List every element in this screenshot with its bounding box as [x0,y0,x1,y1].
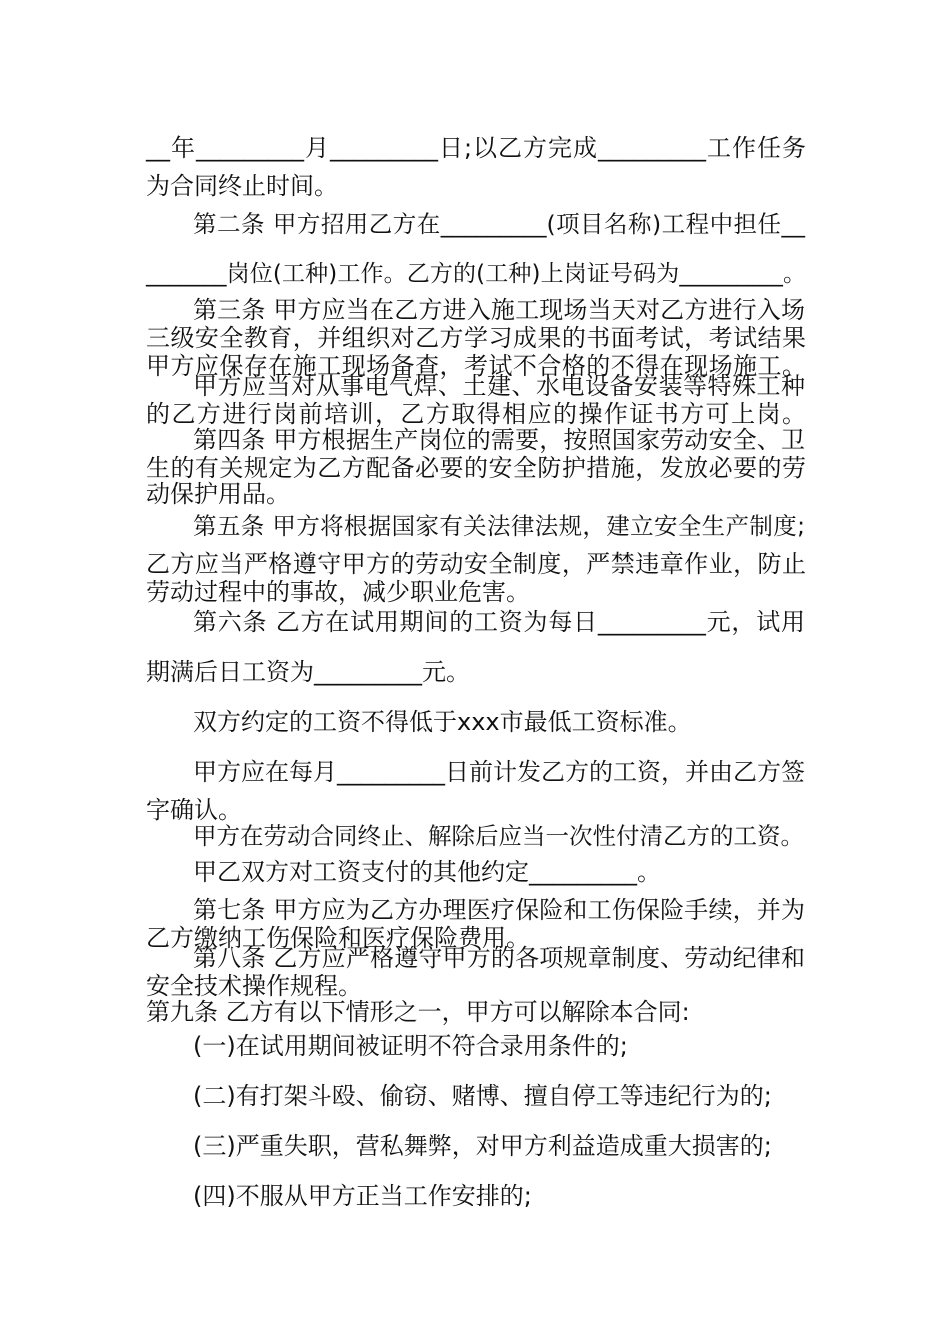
text-line: 甲乙双方对工资支付的其他约定_________。 [193,858,661,886]
text-line: (三)严重失职，营私舞弊，对甲方利益造成重大损害的; [193,1132,772,1160]
text-line: 甲方在劳动合同终止、解除后应当一次性付清乙方的工资。 [193,822,804,850]
text-line: 字确认。 [146,796,242,824]
text-line: 为合同终止时间。 [146,172,338,200]
text-line: 双方约定的工资不得低于xxx市最低工资标准。 [193,708,692,736]
text-line: 动保护用品。 [146,480,290,508]
text-line: 三级安全教育，并组织对乙方学习成果的书面考试，考试结果 [146,324,806,352]
text-line: 期满后日工资为_________元。 [146,658,470,686]
text-line: 甲方应当对从事电气焊、土建、水电设备安装等特殊工种 [193,372,805,400]
text-line: 乙方缴纳工伤保险和医疗保险费用。 [146,924,530,952]
text-line: __年_________月_________日;以乙方完成_________工作任务 [146,134,806,162]
text-line: 第六条 乙方在试用期间的工资为每日_________元，试用 [193,608,805,636]
text-line: (四)不服从甲方正当工作安排的; [193,1182,532,1210]
text-line: 第五条 甲方将根据国家有关法律法规，建立安全生产制度; [193,512,805,540]
text-line: (二)有打架斗殴、偷窃、赌博、擅自停工等违纪行为的; [193,1082,772,1110]
text-line: _______岗位(工种)工作。乙方的(工种)上岗证号码为_________。 [146,261,806,287]
text-line: 生的有关规定为乙方配备必要的安全防护措施，发放必要的劳 [146,454,806,482]
text-line: 第三条 甲方应当在乙方进入施工现场当天对乙方进行入场 [193,296,805,324]
text-line: 第九条 乙方有以下情形之一，甲方可以解除本合同: [146,998,690,1026]
text-line: 的乙方进行岗前培训，乙方取得相应的操作证书方可上岗。 [146,400,806,428]
text-line: 乙方应当严格遵守甲方的劳动安全制度，严禁违章作业，防止 [146,550,806,578]
text-line: 第八条 乙方应严格遵守甲方的各项规章制度、劳动纪律和 [193,944,805,972]
text-line: 甲方应在每月_________日前计发乙方的工资，并由乙方签 [193,758,805,786]
text-line: (一)在试用期间被证明不符合录用条件的; [193,1032,628,1060]
text-line: 第二条 甲方招用乙方在_________(项目名称)工程中担任__ [193,210,805,238]
text-line: 第四条 甲方根据生产岗位的需要，按照国家劳动安全、卫 [193,426,805,454]
text-line: 安全技术操作规程。 [146,972,362,1000]
text-line: 劳动过程中的事故，减少职业危害。 [146,578,530,606]
text-line: 第七条 甲方应为乙方办理医疗保险和工伤保险手续，并为 [193,896,805,924]
text-line: 甲方应保存在施工现场备查，考试不合格的不得在现场施工。 [146,352,806,380]
